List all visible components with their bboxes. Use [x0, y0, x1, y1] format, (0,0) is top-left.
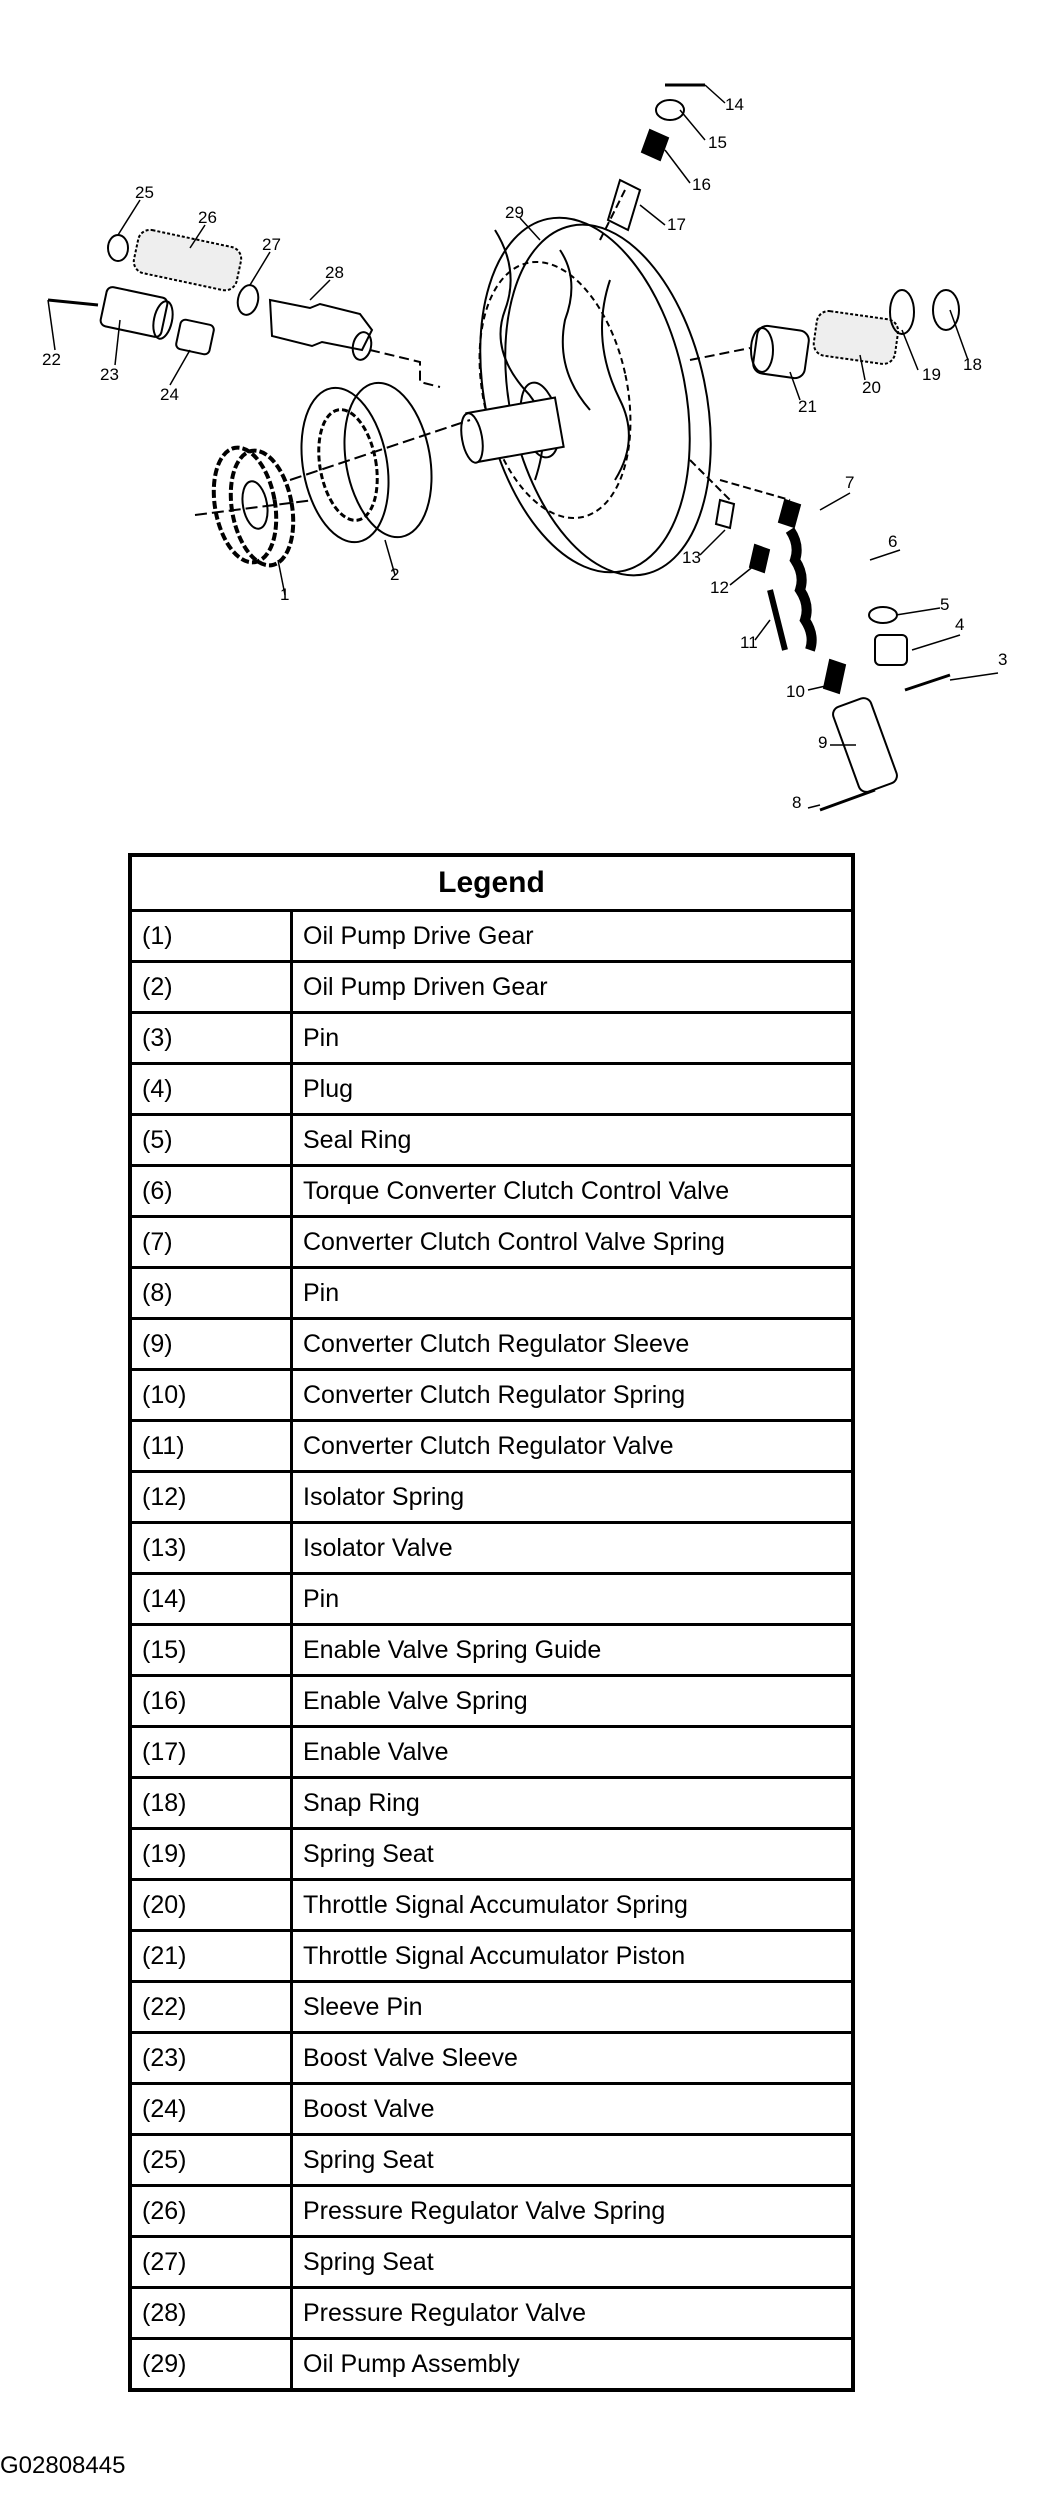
legend-row-number: (26) [130, 2186, 292, 2237]
legend-table [128, 853, 855, 2392]
callout-7: 7 [845, 473, 855, 492]
callout-10: 10 [786, 682, 805, 701]
legend-row [130, 1421, 853, 1472]
legend-row-label: Oil Pump Drive Gear [292, 911, 854, 962]
driven-gear [290, 376, 470, 549]
legend-row-label: Converter Clutch Regulator Sleeve [292, 1319, 854, 1370]
legend-row-label: Sleeve Pin [292, 1982, 854, 2033]
legend-row-number: (11) [130, 1421, 292, 1472]
callout-27: 27 [262, 235, 281, 254]
legend-row [130, 1574, 853, 1625]
legend-row-label: Boost Valve Sleeve [292, 2033, 854, 2084]
legend-row-number: (8) [130, 1268, 292, 1319]
legend-row-label: Throttle Signal Accumulator Spring [292, 1880, 854, 1931]
legend-row [130, 911, 853, 962]
legend-row-label: Pressure Regulator Valve [292, 2288, 854, 2339]
legend-row-label: Converter Clutch Regulator Spring [292, 1370, 854, 1421]
legend-row [130, 2135, 853, 2186]
legend-row-label: Oil Pump Assembly [292, 2339, 854, 2391]
callout-2: 2 [390, 565, 400, 584]
legend-row [130, 2237, 853, 2288]
legend-row [130, 1727, 853, 1778]
legend-row-label: Enable Valve Spring [292, 1676, 854, 1727]
callout-13: 13 [682, 548, 701, 567]
legend-row-number: (15) [130, 1625, 292, 1676]
legend-row-label: Plug [292, 1064, 854, 1115]
enable-valve-parts [600, 85, 705, 240]
legend-row [130, 1523, 853, 1574]
callout-18: 18 [963, 355, 982, 374]
legend-row-number: (20) [130, 1880, 292, 1931]
legend-row-number: (18) [130, 1778, 292, 1829]
callout-11: 11 [740, 633, 758, 652]
callout-1: 1 [280, 585, 290, 604]
legend-row [130, 1472, 853, 1523]
legend-row-label: Pin [292, 1268, 854, 1319]
legend-row-label: Enable Valve [292, 1727, 854, 1778]
legend-row-number: (12) [130, 1472, 292, 1523]
legend-row-number: (1) [130, 911, 292, 962]
legend-row-label: Converter Clutch Regulator Valve [292, 1421, 854, 1472]
legend-row-number: (19) [130, 1829, 292, 1880]
legend-row-label: Spring Seat [292, 1829, 854, 1880]
pressure-regulator-parts [48, 228, 440, 387]
legend-row-label: Isolator Valve [292, 1523, 854, 1574]
legend-row [130, 1829, 853, 1880]
legend-row [130, 1268, 853, 1319]
callout-24: 24 [160, 385, 179, 404]
legend-row-number: (6) [130, 1166, 292, 1217]
callout-17: 17 [667, 215, 686, 234]
legend-row [130, 962, 853, 1013]
legend-row [130, 2339, 853, 2391]
legend-row-number: (5) [130, 1115, 292, 1166]
legend-row-label: Snap Ring [292, 1778, 854, 1829]
legend-row [130, 2033, 853, 2084]
legend-row [130, 2288, 853, 2339]
callout-15: 15 [708, 133, 727, 152]
legend-row-label: Spring Seat [292, 2237, 854, 2288]
callout-12: 12 [710, 578, 729, 597]
callout-25: 25 [135, 183, 154, 202]
legend-row [130, 1931, 853, 1982]
callout-8: 8 [792, 793, 802, 812]
legend-row [130, 1319, 853, 1370]
legend-row [130, 1370, 853, 1421]
callout-5: 5 [940, 595, 950, 614]
callout-20: 20 [862, 378, 881, 397]
callout-29: 29 [505, 203, 524, 222]
legend-row-number: (24) [130, 2084, 292, 2135]
callout-21: 21 [798, 397, 817, 416]
callout-6: 6 [888, 532, 898, 551]
callout-19: 19 [922, 365, 941, 384]
legend-row [130, 1217, 853, 1268]
callout-14: 14 [725, 95, 744, 114]
callout-23: 23 [100, 365, 119, 384]
legend-row-label: Throttle Signal Accumulator Piston [292, 1931, 854, 1982]
clutch-valve-parts [690, 460, 950, 810]
legend-row-number: (27) [130, 2237, 292, 2288]
oil-pump-assembly [450, 198, 741, 594]
legend-row-number: (10) [130, 1370, 292, 1421]
legend-row-number: (29) [130, 2339, 292, 2391]
legend-row-label: Boost Valve [292, 2084, 854, 2135]
legend-row-number: (16) [130, 1676, 292, 1727]
legend-row-number: (13) [130, 1523, 292, 1574]
legend-row [130, 1778, 853, 1829]
legend-row [130, 1064, 853, 1115]
callout-22: 22 [42, 350, 61, 369]
accumulator-parts [690, 290, 959, 379]
callout-16: 16 [692, 175, 711, 194]
legend-row-label: Seal Ring [292, 1115, 854, 1166]
legend-row [130, 1676, 853, 1727]
legend-row-label: Torque Converter Clutch Control Valve [292, 1166, 854, 1217]
legend-row-number: (7) [130, 1217, 292, 1268]
legend-title: Legend [130, 855, 853, 911]
legend-row-label: Enable Valve Spring Guide [292, 1625, 854, 1676]
legend-row-number: (4) [130, 1064, 292, 1115]
legend-row-number: (3) [130, 1013, 292, 1064]
legend-row [130, 1625, 853, 1676]
legend-row [130, 2084, 853, 2135]
legend-row [130, 1115, 853, 1166]
callout-28: 28 [325, 263, 344, 282]
legend-row-number: (23) [130, 2033, 292, 2084]
legend-row [130, 1166, 853, 1217]
legend-row [130, 2186, 853, 2237]
exploded-view-diagram [0, 0, 1039, 830]
legend-row [130, 1880, 853, 1931]
legend-row-number: (2) [130, 962, 292, 1013]
legend-row-number: (28) [130, 2288, 292, 2339]
figure-id: G02808445 [0, 2452, 126, 2479]
legend-row-label: Oil Pump Driven Gear [292, 962, 854, 1013]
legend-row [130, 1982, 853, 2033]
legend-row-label: Pressure Regulator Valve Spring [292, 2186, 854, 2237]
legend-row-number: (21) [130, 1931, 292, 1982]
legend-row-label: Isolator Spring [292, 1472, 854, 1523]
legend-row-label: Pin [292, 1013, 854, 1064]
callout-3: 3 [998, 650, 1008, 669]
legend-row-number: (17) [130, 1727, 292, 1778]
legend-row-number: (22) [130, 1982, 292, 2033]
legend-row-label: Spring Seat [292, 2135, 854, 2186]
legend-body [130, 911, 853, 2391]
callout-4: 4 [955, 615, 965, 634]
legend-row-number: (25) [130, 2135, 292, 2186]
callout-9: 9 [818, 733, 828, 752]
legend-row-number: (14) [130, 1574, 292, 1625]
legend-row [130, 1013, 853, 1064]
legend-row-label: Pin [292, 1574, 854, 1625]
legend-row-number: (9) [130, 1319, 292, 1370]
callout-26: 26 [198, 208, 217, 227]
legend-row-label: Converter Clutch Control Valve Spring [292, 1217, 854, 1268]
